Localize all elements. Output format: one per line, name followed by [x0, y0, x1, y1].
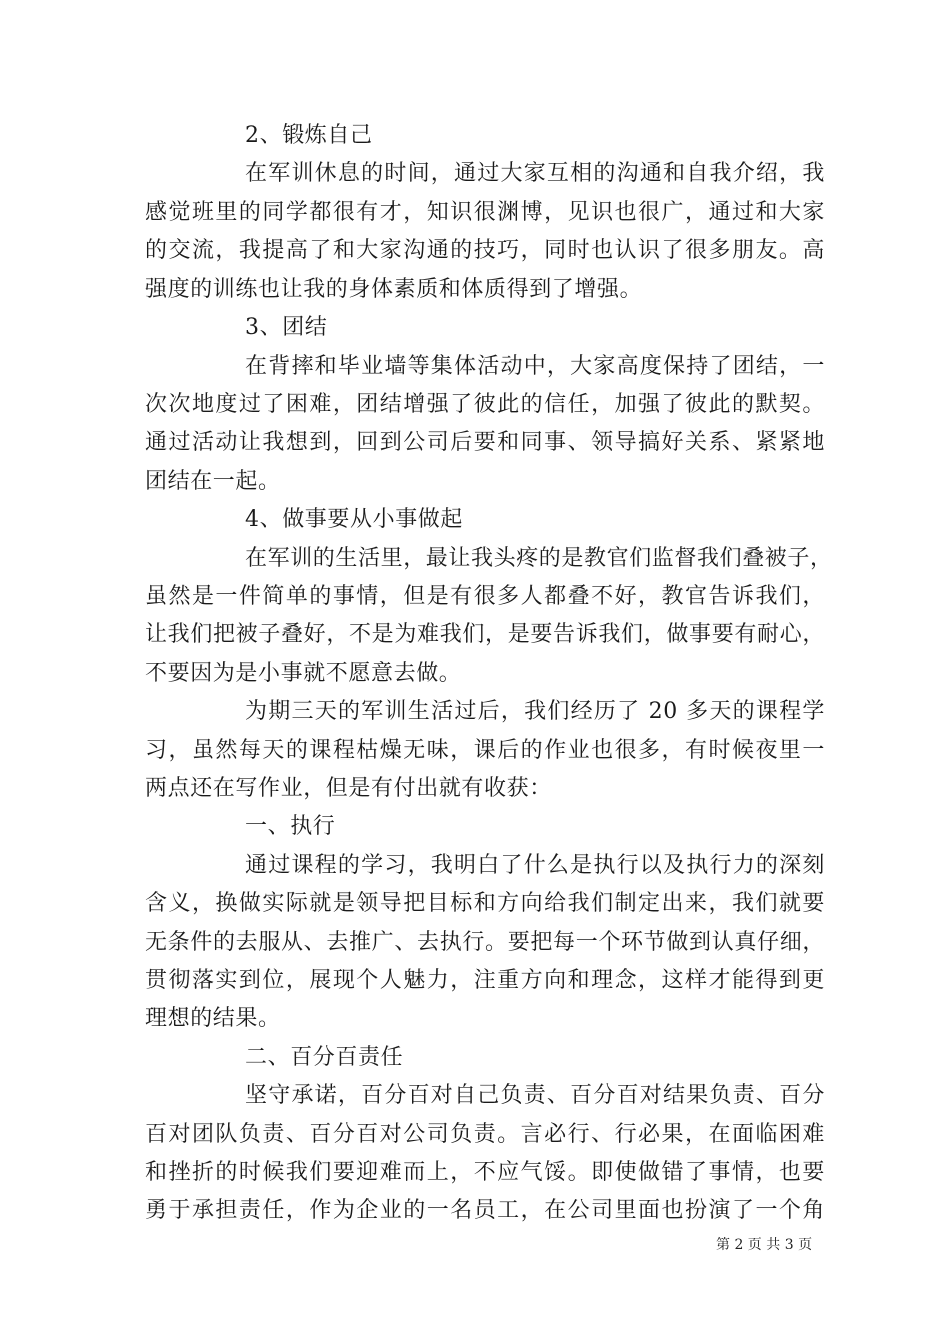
paragraph-line: 让我们把被子叠好，不是为难我们，是要告诉我们，做事要有耐心，: [145, 622, 825, 647]
paragraph-line: 在军训的生活里，最让我头疼的是教官们监督我们叠被子，: [245, 546, 833, 571]
paragraph-line: 在军训休息的时间，通过大家互相的沟通和自我介绍，我: [245, 161, 825, 186]
paragraph-line: 习，虽然每天的课程枯燥无味，课后的作业也很多，有时候夜里一: [145, 738, 825, 763]
paragraph-line: 百对团队负责、百分百对公司负责。言必行、行必果，在面临困难: [145, 1122, 825, 1147]
paragraph-line: 贯彻落实到位，展现个人魅力，注重方向和理念，这样才能得到更: [145, 968, 825, 993]
paragraph-line: 团结在一起。: [145, 469, 281, 494]
paragraph-line: 为期三天的军训生活过后，我们经历了 20 多天的课程学: [245, 699, 825, 724]
paragraph-line: 在背摔和毕业墙等集体活动中，大家高度保持了团结，一: [245, 354, 825, 379]
paragraph-line: 通过课程的学习，我明白了什么是执行以及执行力的深刻: [245, 853, 825, 878]
heading-responsibility: 二、百分百责任: [245, 1045, 404, 1070]
paragraph-line: 两点还在写作业，但是有付出就有收获：: [145, 776, 552, 801]
heading-2: 2、锻炼自己: [245, 123, 373, 148]
paragraph-line: 虽然是一件简单的事情，但是有很多人都叠不好，教官告诉我们，: [145, 584, 825, 609]
paragraph-line: 的交流，我提高了和大家沟通的技巧，同时也认识了很多朋友。高: [145, 238, 825, 263]
heading-4: 4、做事要从小事做起: [245, 507, 463, 532]
paragraph-line: 不要因为是小事就不愿意去做。: [145, 661, 462, 686]
paragraph-line: 勇于承担责任，作为企业的一名员工，在公司里面也扮演了一个角: [145, 1198, 825, 1223]
paragraph-line: 含义，换做实际就是领导把目标和方向给我们制定出来，我们就要: [145, 891, 825, 916]
paragraph-line: 次次地度过了困难，团结增强了彼此的信任，加强了彼此的默契。: [145, 392, 825, 417]
heading-3: 3、团结: [245, 315, 328, 340]
paragraph-line: 感觉班里的同学都很有才，知识很渊博，见识也很广，通过和大家: [145, 200, 825, 225]
page-number-footer: 第 2 页 共 3 页: [716, 1237, 813, 1253]
paragraph-line: 强度的训练也让我的身体素质和体质得到了增强。: [145, 277, 643, 302]
heading-execution: 一、执行: [245, 814, 336, 839]
paragraph-line: 和挫折的时候我们要迎难而上，不应气馁。即使做错了事情，也要: [145, 1160, 825, 1185]
paragraph-line: 无条件的去服从、去推广、去执行。要把每一个环节做到认真仔细，: [145, 930, 825, 955]
paragraph-line: 坚守承诺，百分百对自己负责、百分百对结果负责、百分: [245, 1083, 825, 1108]
paragraph-line: 理想的结果。: [145, 1006, 281, 1031]
paragraph-line: 通过活动让我想到，回到公司后要和同事、领导搞好关系、紧紧地: [145, 430, 825, 455]
